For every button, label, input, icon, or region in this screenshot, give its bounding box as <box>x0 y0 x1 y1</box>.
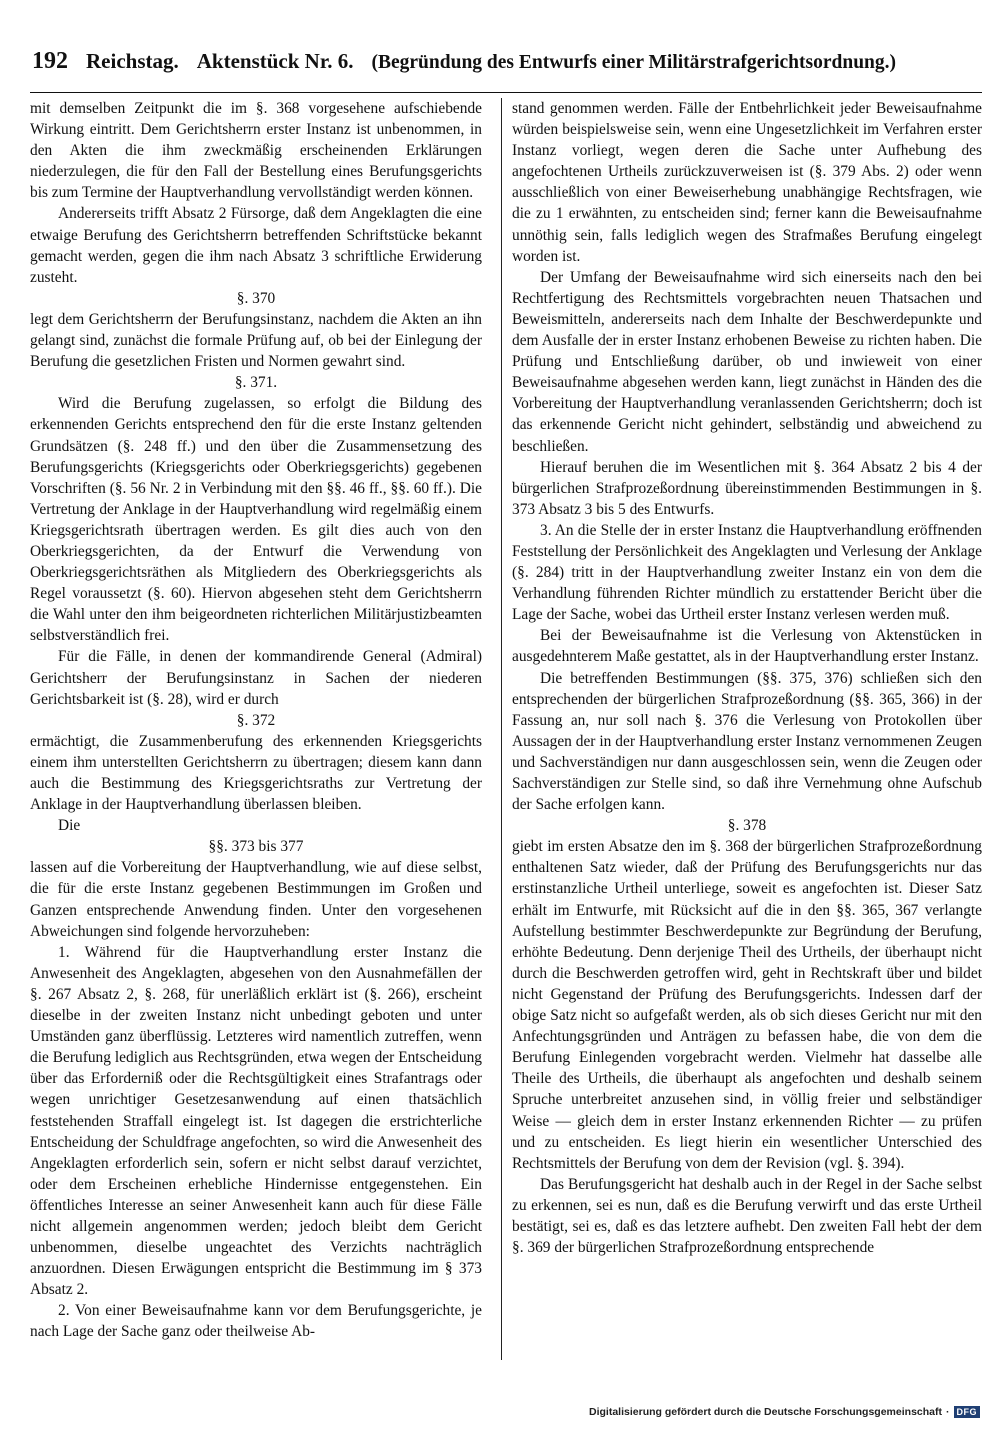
paragraph: lassen auf die Vorbereitung der Hauptverhandlung, wie auf diese selbst, die für die erste Instanz gegebenen Bestimmungen im Großen und Ganzen entsprechende Anwendung finden. Unter den vorgesehenen Abweichungen sind folgende hervorzuheben: <box>30 859 482 940</box>
paragraph: Das Berufungsgericht hat deshalb auch in der Regel in der Sache selbst zu erkennen, sei es nun, daß es die Berufung verwirft und das erste Urtheil bestätigt, sei es, daß es das letztere aufhebt. Den zweiten Fall hebt der dem §. 369 der bürgerlichen Strafprozeßordnung entsprechende <box>512 1175 982 1257</box>
paragraph: Der Umfang der Beweisaufnahme wird sich einerseits nach den bei Rechtfertigung des Rechtsmittels vorgebrachten neuen Thatsachen und Beweismitteln, andererseits nach dem Inhalte der Beschwerdepunkte und dem Ausfalle der in erster Instanz erhobenen Beweise zu richten haben. Die Prüfung und Entschließung darüber, ob und inwieweit von einer Beweisaufnahme abgesehen werden kann, liegt zunächst in Händen des die Vorbereitung der Hauptverhandlung veranlassenden Gerichtsherrn; doch ist das erkennende Gericht nicht gehindert, selbständig und abweichend zu beschließen. <box>512 268 982 455</box>
right-column <box>512 98 982 1374</box>
paragraph: legt dem Gerichtsherrn der Berufungsinstanz, nachdem die Akten an ihn gelangt sind, zunächst die formale Prüfung auf, ob bei der Einlegung der Berufung die gesetzlichen Fristen und Normen gewahrt sind. <box>30 310 482 371</box>
section-heading: §. 371. <box>234 374 278 392</box>
paragraph: 2. Von einer Beweisaufnahme kann vor dem Berufungsgerichte, je nach Lage der Sache ganz oder theilweise Ab- <box>30 1302 482 1341</box>
paragraph: Für die Fälle, in denen der kommandirende General (Admiral) Gerichtsherr der Berufungsinstanz in Sachen der niederen Gerichtsbarkeit ist (§. 28), wird er durch <box>30 648 482 708</box>
paragraph: Andererseits trifft Absatz 2 Fürsorge, daß dem Angeklagten die eine etwaige Berufung des Gerichtsherrn betreffenden Schriftstücke bekannt gemacht werden, gegen die ihm nach Absatz 3 schriftliche Erwiderung zusteht. <box>30 205 482 286</box>
paragraph: Wird die Berufung zugelassen, so erfolgt die Bildung des erkennenden Gerichts entsprechend den für die erste Instanz geltenden Grundsätzen (§. 248 ff.) und den über die Zusammensetzung des Berufungsgerichts (Kriegsgerichts oder Oberkriegsgerichts) gegebenen Vorschriften (§. 56 Nr. 2 in Verbindung mit den §§. 46 ff., §§. 60 ff.). Die Vertretung der Anklage in der Hauptverhandlung wird regelmäßig einem Kriegsgerichtsrath übertragen werden. Es gilt dies auch von den Oberkriegsgerichten, da der Entwurf die Verwendung von Oberkriegsgerichtsräthen als Mitgliedern des Oberkriegsgerichts als Regel voraussetzt (§. 60). Hiervon abgesehen steht dem Gerichtsherrn die Wahl unter den ihm beigeordneten richterlichen Militärjustizbeamten selbstverständlich frei. <box>30 395 482 645</box>
paragraph: Bei der Beweisaufnahme ist die Verlesung von Aktenstücken in ausgedehnterem Maße gestattet, als in der Hauptverhandlung erster Instanz. <box>512 627 982 666</box>
column-divider <box>501 98 502 1360</box>
paragraph: 1. Während für die Hauptverhandlung erster Instanz die Anwesenheit des Angeklagten, abgesehen von den Ausnahmefällen der §. 267 Absatz 2, §. 268, für unerläßlich erklärt ist (§. 266), erscheint dieselbe in der zweiten Instanz nicht unbedingt geboten und unter Umständen ganz überflüssig. Letzteres wird namentlich zutreffen, wenn die Berufung lediglich aus Rechtsgründen, etwa wegen der Entscheidung über das Erforderniß oder die Rechtsgültigkeit eines Strafantrags oder wegen unrichtiger Gesetzesanwendung auf einen thatsächlich feststehenden Straffall eingelegt ist. Ist dagegen die erstrichterliche Entscheidung der Schuldfrage angefochten, so wird die Anwesenheit des Angeklagten erforderlich sein, sofern er nicht selbst darauf verzichtet, oder dem Erscheinen erhebliche Hindernisse entgegenstehen. Ein öffentliches Interesse an seiner Anwesenheit kann auch für diese Fälle nicht allgemein angenommen werden; jedoch bleibt dem Gericht unbenommen, dieselbe ungeachtet des Verzichts nachträglich anzuordnen. Diesen Erwägungen entspricht die Bestimmung im § 373 Absatz 2. <box>30 943 482 1299</box>
left-column <box>30 98 482 1374</box>
paragraph: Die betreffenden Bestimmungen (§§. 375, 376) schließen sich den entsprechenden der bürgerlichen Strafprozeßordnung (§§. 365, 366) in der Fassung an, nur soll nach §. 376 die Verlesung von Protokollen über Aussagen der in der Hauptverhandlung erster Instanz vernommenen Zeugen und Sachverständigen nur dann ausgeschlossen sein, wenn die Zeugen oder Sachverständigen zur Stelle sind, so daß ihre Vernehmung ohne Aufschub der Sache erfolgen kann. <box>512 669 982 814</box>
page-header <box>32 48 982 88</box>
section-heading: §§. 373 bis 377 <box>208 838 304 856</box>
page-footer <box>589 1402 980 1422</box>
paragraph: Hierauf beruhen die im Wesentlichen mit §. 364 Absatz 2 bis 4 der bürgerlichen Strafprozeßordnung übereinstimmenden Bestimmungen in §. 373 Absatz 3 bis 5 des Entwurfs. <box>512 458 982 518</box>
paragraph: ermächtigt, die Zusammenberufung des erkennenden Kriegsgerichts einem ihm unterstellten Gerichtsherrn zu übertragen; diesem kann dann auch die Bestimmung des Kriegsgerichtsraths zur Vertretung der Anklage in der Hauptverhandlung überlassen bleiben. <box>30 732 482 814</box>
paragraph: mit demselben Zeitpunkt die im §. 368 vorgesehene aufschiebende Wirkung eintritt. Dem Gerichtsherrn erster Instanz ist unbenommen, in den Akten die ihm zweckmäßig erscheinenden Erklärungen niederzulegen, die für den Fall der Bestellung eines Berufungsgerichts bis zum Termine der Hauptverhandlung vervollständigt werden können. <box>30 100 482 202</box>
header-left: Reichstag. <box>86 49 179 73</box>
page-number: 192 <box>32 48 68 74</box>
header-center: Aktenstück Nr. 6. <box>196 49 354 73</box>
header-title: (Begründung des Entwurfs einer Militärstrafgerichtsordnung.) <box>371 52 897 73</box>
paragraph: 3. An die Stelle der in erster Instanz die Hauptverhandlung eröffnenden Feststellung der Persönlichkeit des Angeklagten und Verlesung der Anklage (§. 284) tritt in der Hauptverhandlung zweiter Instanz ein von dem die Verhandlung führenden Richter mündlich zu erstattender Bericht über die Lage der Sache, wobei das Urtheil erster Instanz verlesen werden muß. <box>512 521 982 624</box>
header-rule <box>30 92 982 93</box>
paragraph: giebt im ersten Absatze den im §. 368 der bürgerlichen Strafprozeßordnung enthaltenen Satz wieder, daß der Prüfung des Berufungsgerichts nur das erstinstanzliche Urtheil unterliege, soweit es angefochten ist. Dieser Satz erhält im Entwurfe, mit Rücksicht auf die in den §§. 365, 367 verlangte Aufstellung bestimmter Beschwerdepunkte zur Begründung der Berufung, erhöhte Bedeutung. Denn derjenige Theil des Urtheils, der überhaupt nicht durch die Beschwerden getroffen wird, geht in Rechtskraft über und bildet nicht Gegenstand der Prüfung des Berufungsgerichts. Indessen darf der obige Satz nicht so aufgefaßt werden, als ob sich dieses Gericht nur mit den Anfechtungsgründen und Anträgen zu befassen habe, die von dem die Berufung Einlegenden vorgebracht werden. Vielmehr hat dasselbe alle Theile des Urtheils, die überhaupt als angefochten und deshalb seinem Spruche unterbreitet anzusehen sind, in völlig freier und selbständiger Weise — gleich dem in erster Instanz erkennenden Richter — zu prüfen und zu entscheiden. Es liegt hierin ein wesentlicher Unterschied des Rechtsmittels der Berufung von dem der Revision (vgl. §. 394). <box>512 838 982 1172</box>
section-heading: §. 372 <box>236 711 276 729</box>
section-heading: §. 378 <box>727 817 767 835</box>
footer-credit: Digitalisierung gefördert durch die Deutsche Forschungsgemeinschaft <box>589 1406 942 1418</box>
paragraph: Die <box>58 817 81 835</box>
section-heading: §. 370 <box>236 289 276 307</box>
dfg-logo-icon: DFG <box>954 1406 981 1418</box>
paragraph: stand genommen werden. Fälle der Entbehrlichkeit jeder Beweisaufnahme würden beispielsweise sein, wenn eine Ungesetzlichkeit im Verfahren erster Instanz vorliegt, wegen deren die Sache unter Aufhebung des angefochtenen Urtheils zurückzuverweisen ist (§. 379 Abs. 2) oder wenn ausschließlich von einer Beweiserhebung unabhängige Rechtsfragen, wie die zu 1 erwähnten, zu entscheiden sind; ferner kann die Beweisaufnahme unnöthig sein, falls lediglich wegen des Strafmaßes Berufung eingelegt worden ist. <box>512 100 982 265</box>
footer-separator: · <box>946 1406 950 1418</box>
